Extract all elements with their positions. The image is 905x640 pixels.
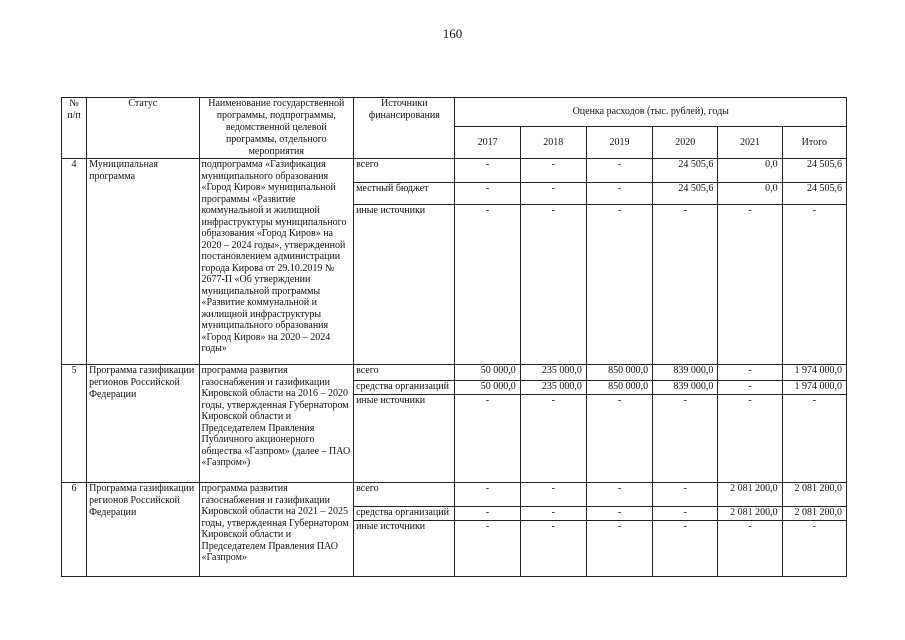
row-status: Программа газификации регионов Российской Федерации [87,365,199,483]
row-program-name: программа развития газоснабжения и газификации Кировской области на 2021 – 2025 годы, утвержденная Губернатором Кировской области и Председателем Правления ПАО «Газпром» [199,483,354,577]
funding-source: средства организаций [354,381,455,395]
total-cell: 2 081 200,0 [782,483,846,507]
value-cell: - [718,205,782,365]
row-program-name: программа развития газоснабжения и газификации Кировской области на 2016 – 2020 годы, утвержденная Губернатором Кировской области и Председателем Правления Публичного акционерного общества «Газпром» (далее – ПАО «Газпром») [199,365,354,483]
row-program-name: подпрограмма «Газификация муниципального образования «Город Киров» муниципальной программы «Развитие коммунальной и жилищной инфраструктуры муниципального образования «Город Киров» на 2020 – 2024 годы», утвержденной постановлением администрации города Кирова от 29.10.2019 № 2677-П «Об утверждении муниципальной программы «Развитие коммунальной и жилищной инфраструктуры муниципального образования «Город Киров» на 2020 – 2024 годы» [199,159,354,365]
value-cell: - [455,507,520,521]
value-cell: - [520,521,586,577]
value-cell: - [653,483,718,507]
value-cell: - [520,183,586,205]
total-cell: 2 081 200,0 [782,507,846,521]
value-cell: - [455,521,520,577]
funding-source: средства организаций [354,507,455,521]
value-cell: - [653,507,718,521]
value-cell: - [455,483,520,507]
value-cell: 50 000,0 [455,365,520,381]
value-cell: 839 000,0 [653,365,718,381]
value-cell: 235 000,0 [520,381,586,395]
row-number: 4 [62,159,87,365]
value-cell: - [520,205,586,365]
value-cell: 50 000,0 [455,381,520,395]
header-status: Статус [87,98,199,159]
value-cell: - [718,381,782,395]
value-cell: - [718,395,782,483]
value-cell: - [455,159,520,183]
value-cell: - [653,205,718,365]
value-cell: - [718,521,782,577]
header-year: 2018 [520,127,586,159]
total-cell: 24 505,6 [782,183,846,205]
value-cell: - [520,395,586,483]
funding-source: всего [354,365,455,381]
value-cell: - [586,507,652,521]
value-cell: - [586,483,652,507]
header-year: 2020 [653,127,718,159]
row-status: Муниципальная программа [87,159,199,365]
value-cell: 0,0 [718,183,782,205]
value-cell: - [718,365,782,381]
row-number: 6 [62,483,87,577]
table-row [62,159,847,183]
value-cell: - [455,395,520,483]
funding-source: местный бюджет [354,183,455,205]
funding-source: всего [354,483,455,507]
total-cell: 24 505,6 [782,159,846,183]
table-row [62,483,847,507]
funding-source: иные источники [354,395,455,483]
budget-table [61,97,847,577]
table-row [62,365,847,381]
header-year: 2019 [586,127,652,159]
value-cell: - [653,521,718,577]
row-number: 5 [62,365,87,483]
value-cell: - [455,205,520,365]
funding-source: всего [354,159,455,183]
total-cell: - [782,395,846,483]
header-name: Наименование государственной программы, подпрограммы, ведомственной целевой программы, отдельного мероприятия [199,98,354,159]
total-cell: - [782,521,846,577]
value-cell: - [520,159,586,183]
value-cell: - [586,159,652,183]
value-cell: - [586,183,652,205]
total-cell: 1 974 000,0 [782,365,846,381]
value-cell: 235 000,0 [520,365,586,381]
value-cell: 24 505,6 [653,159,718,183]
total-cell: 1 974 000,0 [782,381,846,395]
header-num: № п/п [62,98,87,159]
value-cell: 2 081 200,0 [718,483,782,507]
value-cell: 24 505,6 [653,183,718,205]
total-cell: - [782,205,846,365]
value-cell: - [586,395,652,483]
row-status: Программа газификации регионов Российской Федерации [87,483,199,577]
header-year: 2021 [718,127,782,159]
value-cell: 2 081 200,0 [718,507,782,521]
value-cell: - [586,521,652,577]
header-estimate: Оценка расходов (тыс. рублей), годы [455,98,847,127]
value-cell: 839 000,0 [653,381,718,395]
header-source: Источники финансирования [354,98,455,159]
value-cell: 850 000,0 [586,381,652,395]
value-cell: - [520,483,586,507]
value-cell: 850 000,0 [586,365,652,381]
value-cell: - [520,507,586,521]
funding-source: иные источники [354,521,455,577]
header-total: Итого [782,127,846,159]
funding-source: иные источники [354,205,455,365]
value-cell: - [653,395,718,483]
header-year: 2017 [455,127,520,159]
value-cell: - [455,183,520,205]
value-cell: - [586,205,652,365]
value-cell: 0,0 [718,159,782,183]
page-number: 160 [442,26,463,41]
